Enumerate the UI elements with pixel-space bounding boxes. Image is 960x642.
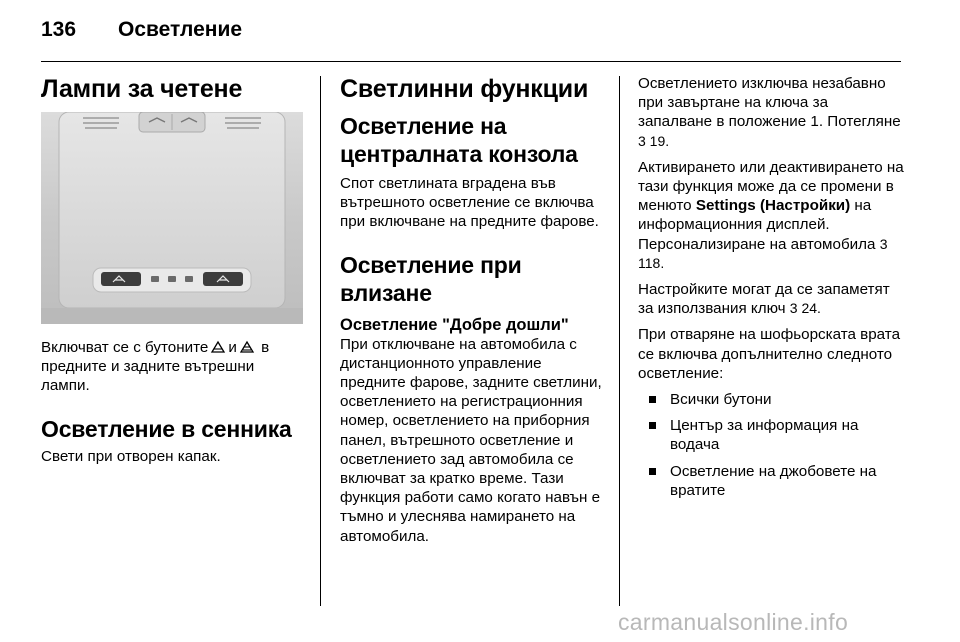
section-title: Осветление — [118, 18, 243, 41]
column-3 — [638, 74, 904, 507]
column-divider-1 — [320, 76, 321, 606]
paragraph-console-lighting: Спот светлината вградена във вътрешното осветление се включва при включване на предните фарове. — [340, 175, 599, 231]
column-divider-2 — [619, 76, 620, 606]
paragraph-activation: Активирането или деактивирането на тази функция може да се промени в менюто Settings (Настройки) на информационния дисплей. Персонализиране на автомобила 3 118. — [638, 158, 904, 271]
rear-reading-lamp-icon — [239, 339, 255, 354]
front-reading-lamp-icon — [210, 339, 226, 354]
list-item: Всички бутони — [638, 390, 904, 409]
column-1 — [41, 74, 303, 473]
heading-light-functions: Светлинни функции — [340, 75, 589, 103]
page-reference-118[interactable]: 3 118. — [638, 235, 888, 271]
heading-console-lighting: Осветление на централната конзола — [340, 113, 578, 167]
header-divider — [41, 61, 901, 62]
paragraph-lighting-off: Осветлението изключва незабавно при завъртане на ключа за запалване в положение 1. Потегляне 3 19. — [638, 75, 901, 149]
paragraph-key-memory: Настройките могат да се запаметят за използвания ключ 3 24. — [638, 281, 890, 318]
paragraph-driver-door: При отваряне на шофьорската врата се включва допълнително следното осветление: — [638, 326, 901, 382]
heading-reading-lamps: Лампи за четене — [41, 75, 243, 103]
list-item: Осветление на джобовете на вратите — [638, 462, 904, 500]
paragraph-reading-lamps: Включват се с бутоните и в предните и задните вътрешни лампи. — [41, 339, 270, 395]
paragraph-welcome-lighting: При отключване на автомобила с дистанционното управление предните фарове, задните светлини, осветлението на регистрационния номер, осветлението на приборния панел, вътрешното осветление и осветлението зад автомобила се включват за кратко време. Тази функция работи само когато навън е тъмно и улеснява намирането на автомобила. — [340, 335, 602, 545]
column-2 — [340, 74, 602, 553]
settings-menu-label: Settings (Настройки) — [695, 197, 851, 215]
heading-entry-lighting: Осветление при влизане — [340, 251, 522, 306]
reading-lamps-photo — [41, 112, 303, 324]
page-number: 136 — [41, 18, 77, 41]
heading-welcome-lighting: Осветление "Добре дошли" — [340, 315, 569, 334]
page-reference-19[interactable]: 3 19. — [638, 132, 670, 149]
page-reference-24[interactable]: 3 24. — [789, 300, 821, 317]
paragraph-sun-visor: Свети при отворен капак. — [41, 447, 221, 465]
list-item: Център за информация на водача — [638, 416, 904, 454]
heading-sun-visor-lighting: Осветление в сенника — [41, 415, 292, 442]
page-header — [41, 14, 901, 50]
watermark: carmanualsonline.info — [618, 609, 849, 635]
additional-lighting-list — [638, 390, 904, 500]
